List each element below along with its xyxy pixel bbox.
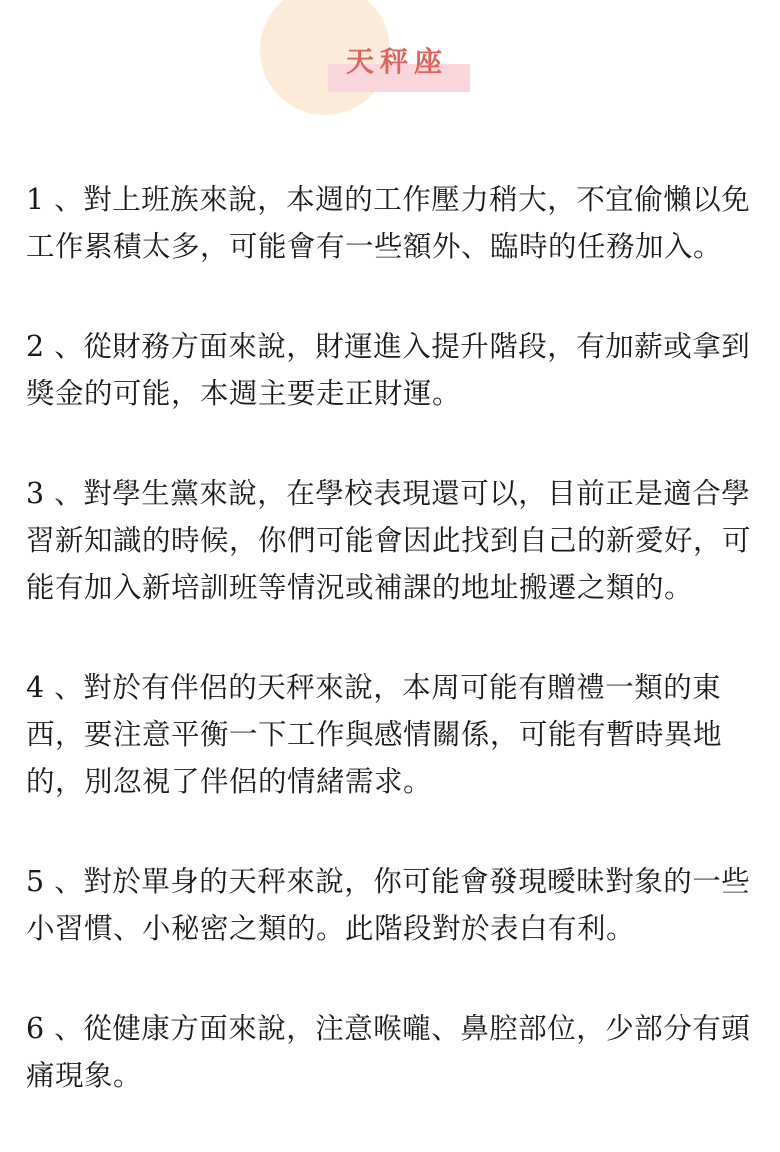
item-text: 、對於單身的天秤來說，你可能會發現曖昧對象的一些小習慣、小秘密之類的。此階段對於表白有利。 xyxy=(26,865,751,945)
header xyxy=(0,0,780,130)
item-text: 、對上班族來說，本週的工作壓力稍大，不宜偷懶以免工作累積太多，可能會有一些額外、臨時的任務加入。 xyxy=(26,183,751,263)
list-item-study xyxy=(26,470,766,611)
item-text: 、對於有伴侶的天秤來說，本周可能有贈禮一類的東西，要注意平衡一下工作與感情關係，可能有暫時異地的，別忽視了伴侶的情緒需求。 xyxy=(26,671,723,798)
list-item-relationship xyxy=(26,664,766,805)
list-item-work xyxy=(26,176,766,270)
horoscope-list xyxy=(26,176,766,1152)
item-text: 、對學生黨來說，在學校表現還可以，目前正是適合學習新知識的時候，你們可能會因此找到自己的新愛好，可能有加入新培訓班等情況或補課的地址搬遷之類的。 xyxy=(26,477,752,604)
list-item-single xyxy=(26,858,766,952)
item-text: 、從健康方面來說，注意喉嚨、鼻腔部位，少部分有頭痛現象。 xyxy=(26,1012,751,1092)
item-number: 6 xyxy=(26,1012,45,1045)
list-item-health xyxy=(26,1005,766,1099)
item-number: 4 xyxy=(26,671,45,704)
item-text: 、從財務方面來說，財運進入提升階段，有加薪或拿到獎金的可能，本週主要走正財運。 xyxy=(26,330,751,410)
item-number: 5 xyxy=(26,865,45,898)
list-item-finance xyxy=(26,323,766,417)
page-title: 天秤座 xyxy=(345,45,448,78)
item-number: 2 xyxy=(26,330,45,363)
item-number: 3 xyxy=(26,477,45,510)
item-number: 1 xyxy=(26,183,45,216)
